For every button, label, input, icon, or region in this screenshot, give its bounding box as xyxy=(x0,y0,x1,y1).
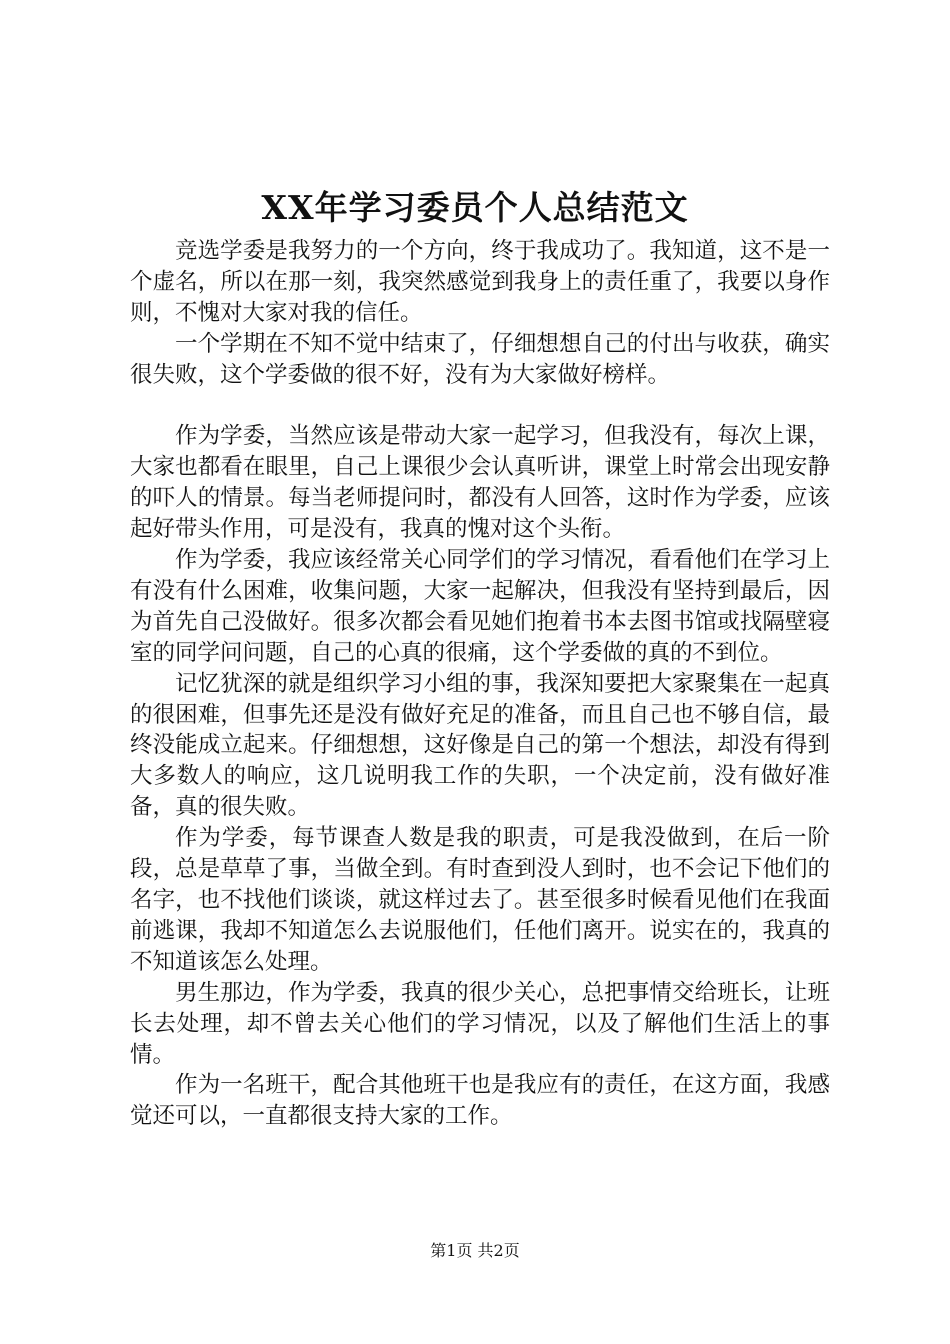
paragraph-2: 一个学期在不知不觉中结束了，仔细想想自己的付出与收获，确实很失败，这个学委做的很不好，没有为大家做好榜样。 xyxy=(130,330,830,388)
paragraph-6: 作为学委，每节课查人数是我的职责，可是我没做到，在后一阶段，总是草草了事，当做全到。有时查到没人到时，也不会记下他们的名字，也不找他们谈谈，就这样过去了。甚至很多时候看见他们在我面前逃课，我却不知道怎么去说服他们，任他们离开。说实在的，我真的不知道该怎么处理。 xyxy=(130,825,830,975)
document-body xyxy=(130,236,830,1132)
document-title: XX年学习委员个人总结范文 xyxy=(261,188,689,227)
paragraph-8: 作为一名班干，配合其他班干也是我应有的责任，在这方面，我感觉还可以，一直都很支持大家的工作。 xyxy=(130,1072,830,1130)
page-number-footer: 第1页 共2页 xyxy=(430,1241,520,1260)
paragraph-7: 男生那边，作为学委，我真的很少关心，总把事情交给班长，让班长去处理，却不曾去关心他们的学习情况，以及了解他们生活上的事情。 xyxy=(130,979,830,1068)
paragraph-3: 作为学委，当然应该是带动大家一起学习，但我没有，每次上课，大家也都看在眼里，自己上课很少会认真听讲，课堂上时常会出现安静的吓人的情景。每当老师提问时，都没有人回答，这时作为学委，应该起好带头作用，可是没有，我真的愧对这个头衔。 xyxy=(130,423,830,543)
paragraph-1: 竞选学委是我努力的一个方向，终于我成功了。我知道，这不是一个虚名，所以在那一刻，我突然感觉到我身上的责任重了，我要以身作则，不愧对大家对我的信任。 xyxy=(130,238,830,326)
blank-line xyxy=(130,391,830,422)
paragraph-5: 记忆犹深的就是组织学习小组的事，我深知要把大家聚集在一起真的很困难，但事先还是没有做好充足的准备，而且自己也不够自信，最终没能成立起来。仔细想想，这好像是自己的第一个想法，却没有得到大多数人的响应，这几说明我工作的失职，一个决定前，没有做好准备，真的很失败。 xyxy=(130,670,830,821)
paragraph-4: 作为学委，我应该经常关心同学们的学习情况，看看他们在学习上有没有什么困难，收集问题，大家一起解决，但我没有坚持到最后，因为首先自己没做好。很多次都会看见她们抱着书本去图书馆或找隔壁寝室的同学问问题，自己的心真的很痛，这个学委做的真的不到位。 xyxy=(130,547,830,666)
